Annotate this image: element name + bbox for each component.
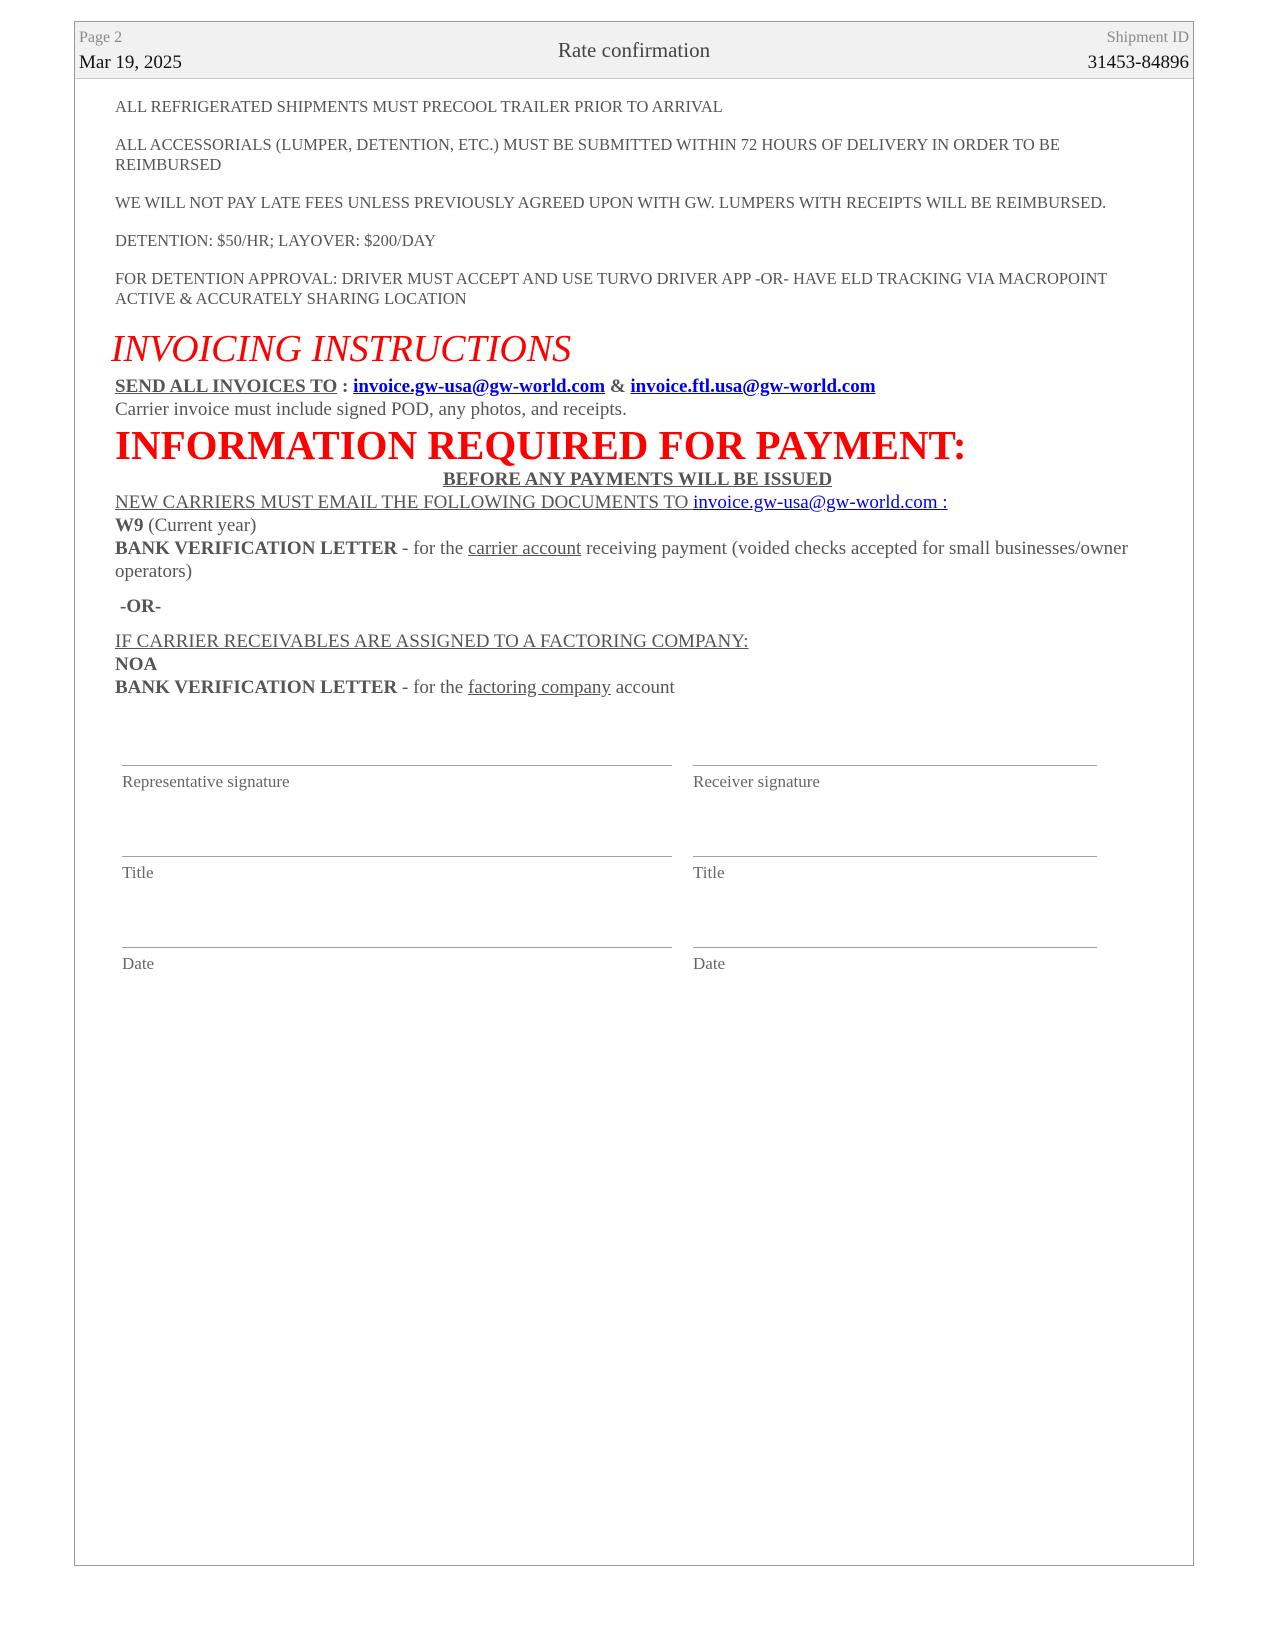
signature-line xyxy=(693,947,1097,948)
signature-line xyxy=(122,856,672,857)
signature-line xyxy=(122,947,672,948)
signature-line xyxy=(693,856,1097,857)
spacer xyxy=(115,618,1160,630)
factoring-line: IF CARRIER RECEIVABLES ARE ASSIGNED TO A FACTORING COMPANY: xyxy=(115,631,749,652)
page-content xyxy=(111,97,1160,699)
shipment-id-label: Shipment ID xyxy=(1106,29,1189,46)
bank-letter-text: - for the xyxy=(397,677,468,698)
bank-letter-label: BANK VERIFICATION LETTER xyxy=(115,538,398,559)
page-number: Page 2 xyxy=(79,29,123,46)
w9-label: W9 xyxy=(115,515,144,536)
send-invoices-line xyxy=(115,375,1160,398)
rep-date-label: Date xyxy=(122,954,155,973)
bank-letter-detail: account xyxy=(610,677,675,698)
rule-accessorials: ALL ACCESSORIALS (LUMPER, DETENTION, ETC.) MUST BE SUBMITTED WITHIN 72 HOURS OF DELIVERY IN ORDER TO BE REIMBURSED xyxy=(115,135,1060,174)
carrier-account-text: carrier account xyxy=(467,538,582,559)
receiver-date-field[interactable] xyxy=(693,947,1097,974)
receiver-signature-field[interactable] xyxy=(693,765,1097,792)
w9-detail: (Current year) xyxy=(143,515,257,536)
rule-late-fees: WE WILL NOT PAY LATE FEES UNLESS PREVIOUSLY AGREED UPON WITH GW. LUMPERS WITH RECEIPTS WILL BE REIMBURSED. xyxy=(115,193,1107,212)
rule-detention-rates: DETENTION: $50/HR; LAYOVER: $200/DAY xyxy=(115,231,436,250)
send-invoices-colon: : xyxy=(337,376,354,397)
receiver-title-field[interactable] xyxy=(693,856,1097,883)
receiver-signature-label: Receiver signature xyxy=(693,772,820,791)
rule-precool: ALL REFRIGERATED SHIPMENTS MUST PRECOOL TRAILER PRIOR TO ARRIVAL xyxy=(115,97,723,116)
rep-title-field[interactable] xyxy=(122,856,672,883)
rep-date-field[interactable] xyxy=(122,947,672,974)
invoice-email-link-2[interactable]: invoice.ftl.usa@gw-world.com xyxy=(630,376,876,397)
document-title: Rate confirmation xyxy=(557,38,711,62)
invoice-email-link-1[interactable]: invoice.gw-usa@gw-world.com xyxy=(353,376,606,397)
bank-letter-carrier-line xyxy=(115,537,1160,583)
new-carriers-line xyxy=(115,491,1160,514)
w9-line xyxy=(115,514,1160,537)
bank-letter-detail: receiving payment (voided checks accepted for small businesses/owner operators) xyxy=(115,538,1128,582)
send-invoices-label: SEND ALL INVOICES TO xyxy=(115,376,338,397)
rep-signature-label: Representative signature xyxy=(122,772,290,791)
rule-detention-approval: FOR DETENTION APPROVAL: DRIVER MUST ACCEPT AND USE TURVO DRIVER APP -OR- HAVE ELD TRACKING VIA MACROPOINT ACTIVE & ACCURATELY SHARING LOCATION xyxy=(115,269,1108,308)
signature-line xyxy=(122,765,672,766)
email-ampersand: & xyxy=(605,376,631,397)
rep-title-label: Title xyxy=(122,863,154,882)
signature-line xyxy=(693,765,1097,766)
or-separator: -OR- xyxy=(120,596,162,617)
bank-letter-factoring-line xyxy=(115,676,1160,699)
factoring-company-text: factoring company xyxy=(467,677,611,698)
spacer xyxy=(115,583,1160,595)
receiver-date-label: Date xyxy=(693,954,726,973)
new-carriers-text: NEW CARRIERS MUST EMAIL THE FOLLOWING DOCUMENTS TO xyxy=(115,492,694,513)
rep-signature-field[interactable] xyxy=(122,765,672,792)
new-carriers-email-link[interactable]: invoice.gw-usa@gw-world.com : xyxy=(693,492,948,513)
bank-letter-label: BANK VERIFICATION LETTER xyxy=(115,677,398,698)
document-frame xyxy=(74,21,1194,1566)
payment-subheading: BEFORE ANY PAYMENTS WILL BE ISSUED xyxy=(442,469,833,490)
shipment-id-value: 31453-84896 xyxy=(1087,52,1189,73)
bank-letter-text: - for the xyxy=(397,538,468,559)
noa-line: NOA xyxy=(115,654,158,675)
invoice-requirements-note: Carrier invoice must include signed POD, any photos, and receipts. xyxy=(115,399,627,420)
page-header xyxy=(75,22,1193,79)
document-date: Mar 19, 2025 xyxy=(79,52,182,73)
receiver-title-label: Title xyxy=(693,863,725,882)
invoicing-heading: INVOICING INSTRUCTIONS xyxy=(111,328,572,370)
payment-heading: INFORMATION REQUIRED FOR PAYMENT: xyxy=(115,422,967,468)
